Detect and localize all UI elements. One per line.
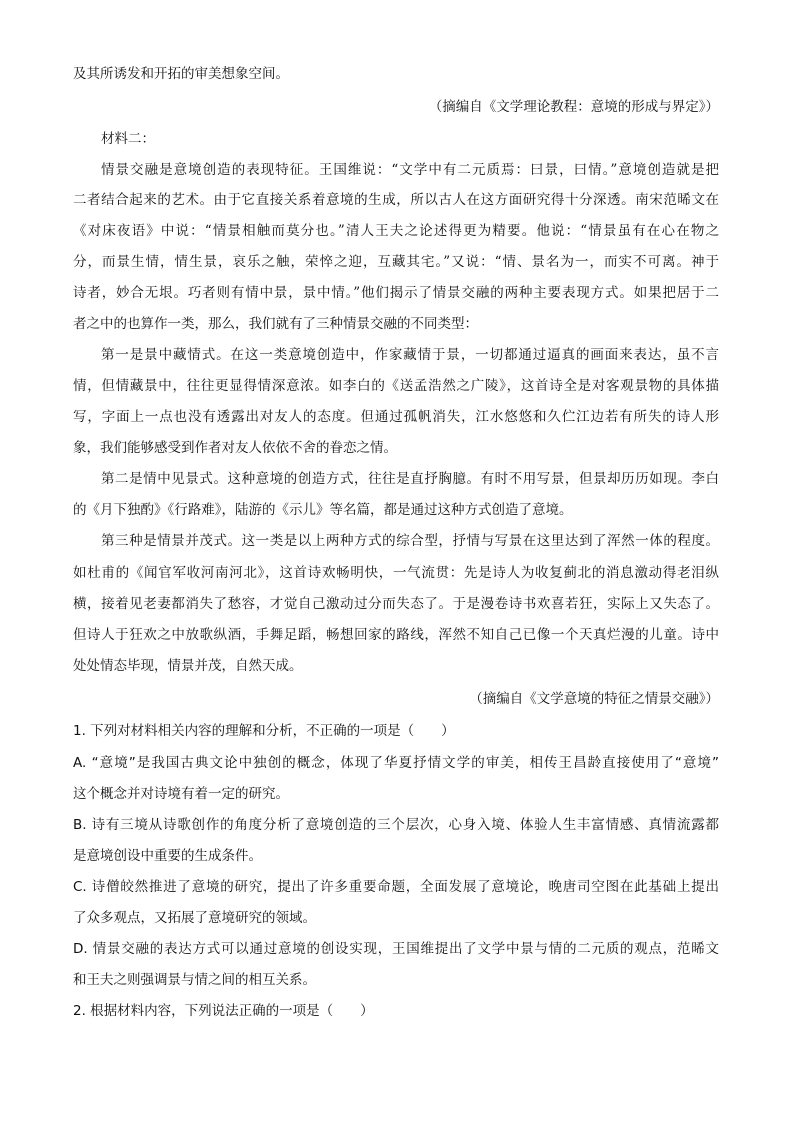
type2-line: 的《月下独酌》《行路难》，陆游的《示儿》等名篇，都是通过这种方式创造了意境。	[73, 502, 573, 518]
material2-line: 分，而景生情，情生景，哀乐之触，荣悴之迎，互藏其宅。”又说：“情、景名为一，而实不可离。神于	[73, 254, 719, 270]
type1-line: 情，但情藏景中，往往更显得情深意浓。如李白的《送孟浩然之广陵》，这首诗全是对客观景物的具体描	[73, 378, 719, 394]
type1-line: 象，我们能够感受到作者对友人依依不舍的眷恋之情。	[73, 440, 397, 456]
question1-stem: 1. 下列对材料相关内容的理解和分析，不正确的一项是（ ）	[73, 723, 455, 739]
question1-option-a: A. “意境”是我国古典文论中独创的概念，体现了华夏抒情文学的审美，相传王昌龄直接使用了“意境”	[73, 755, 719, 771]
question1-option-b-cont: 是意境创设中重要的生成条件。	[73, 848, 262, 864]
question1-option-b: B. 诗有三境从诗歌创作的角度分析了意境创造的三个层次，心身入境、体验人生丰富情感、真情流露都	[73, 817, 719, 833]
type2-line: 第二是情中见景式。这种意境的创造方式，往往是直抒胸臆。有时不用写景，但景却历历如现。李白	[101, 471, 719, 487]
source-citation-1: （摘编自《文学理论教程：意境的形成与界定》）	[428, 99, 719, 115]
type1-line: 第一是景中藏情式。在这一类意境创造中，作家藏情于景，一切都通过逼真的画面来表达，虽不言	[101, 347, 719, 363]
question1-option-c: C. 诗僧皎然推进了意境的研究，提出了许多重要命题，全面发展了意境论，晚唐司空图在此基础上提出	[73, 879, 719, 895]
question1-option-a-cont: 这个概念并对诗境有着一定的研究。	[73, 786, 289, 802]
type3-line: 处处情态毕现，情景并茂，自然天成。	[73, 658, 303, 674]
question1-option-c-cont: 了众多观点，又拓展了意境研究的领域。	[73, 910, 316, 926]
material2-line: 诗者，妙合无垠。巧者则有情中景，景中情。”他们揭示了情景交融的两种主要表现方式。如果把居于二	[73, 285, 719, 301]
material2-heading: 材料二：	[101, 131, 155, 147]
material2-line: 二者结合起来的艺术。由于它直接关系着意境的生成，所以古人在这方面研究得十分深透。南宋范晞文在	[73, 192, 719, 208]
type3-line: 横，接着见老妻都消失了愁容，才觉自己激动过分而失态了。于是漫卷诗书欢喜若狂，实际上又失态了。	[73, 596, 719, 612]
type3-line: 第三种是情景并茂式。这一类是以上两种方式的综合型，抒情与写景在这里达到了浑然一体的程度。	[101, 533, 719, 549]
question1-option-d-cont: 和王夫之则强调景与情之间的相互关系。	[73, 972, 316, 988]
question2-stem: 2. 根据材料内容，下列说法正确的一项是（ ）	[73, 1003, 374, 1019]
source-citation-2: （摘编自《文学意境的特征之情景交融》）	[469, 691, 719, 707]
type3-line: 如杜甫的《闻官军收河南河北》，这首诗欢畅明快，一气流贯：先是诗人为收复蓟北的消息激动得老泪纵	[73, 565, 719, 581]
type1-line: 写，字面上一点也没有透露出对友人的态度。但通过孤帆消失，江水悠悠和久伫江边若有所失的诗人形	[73, 409, 719, 425]
question1-option-d: D. 情景交融的表达方式可以通过意境的创设实现，王国维提出了文学中景与情的二元质的观点，范晞文	[73, 941, 719, 957]
material1-tail: 及其所诱发和开拓的审美想象空间。	[73, 66, 289, 82]
material2-line: 情景交融是意境创造的表现特征。王国维说：“文学中有二元质焉：曰景，曰情。”意境创造就是把	[101, 162, 719, 178]
material2-line: 《对床夜语》中说：“情景相触而莫分也。”清人王夫之论述得更为精要。他说：“情景虽有在心在物之	[73, 223, 719, 239]
material2-line: 者之中的也算作一类，那么，我们就有了三种情景交融的不同类型：	[73, 316, 478, 332]
type3-line: 但诗人于狂欢之中放歌纵酒，手舞足蹈，畅想回家的路线，浑然不知自己已像一个天真烂漫的儿童。诗中	[73, 627, 719, 643]
